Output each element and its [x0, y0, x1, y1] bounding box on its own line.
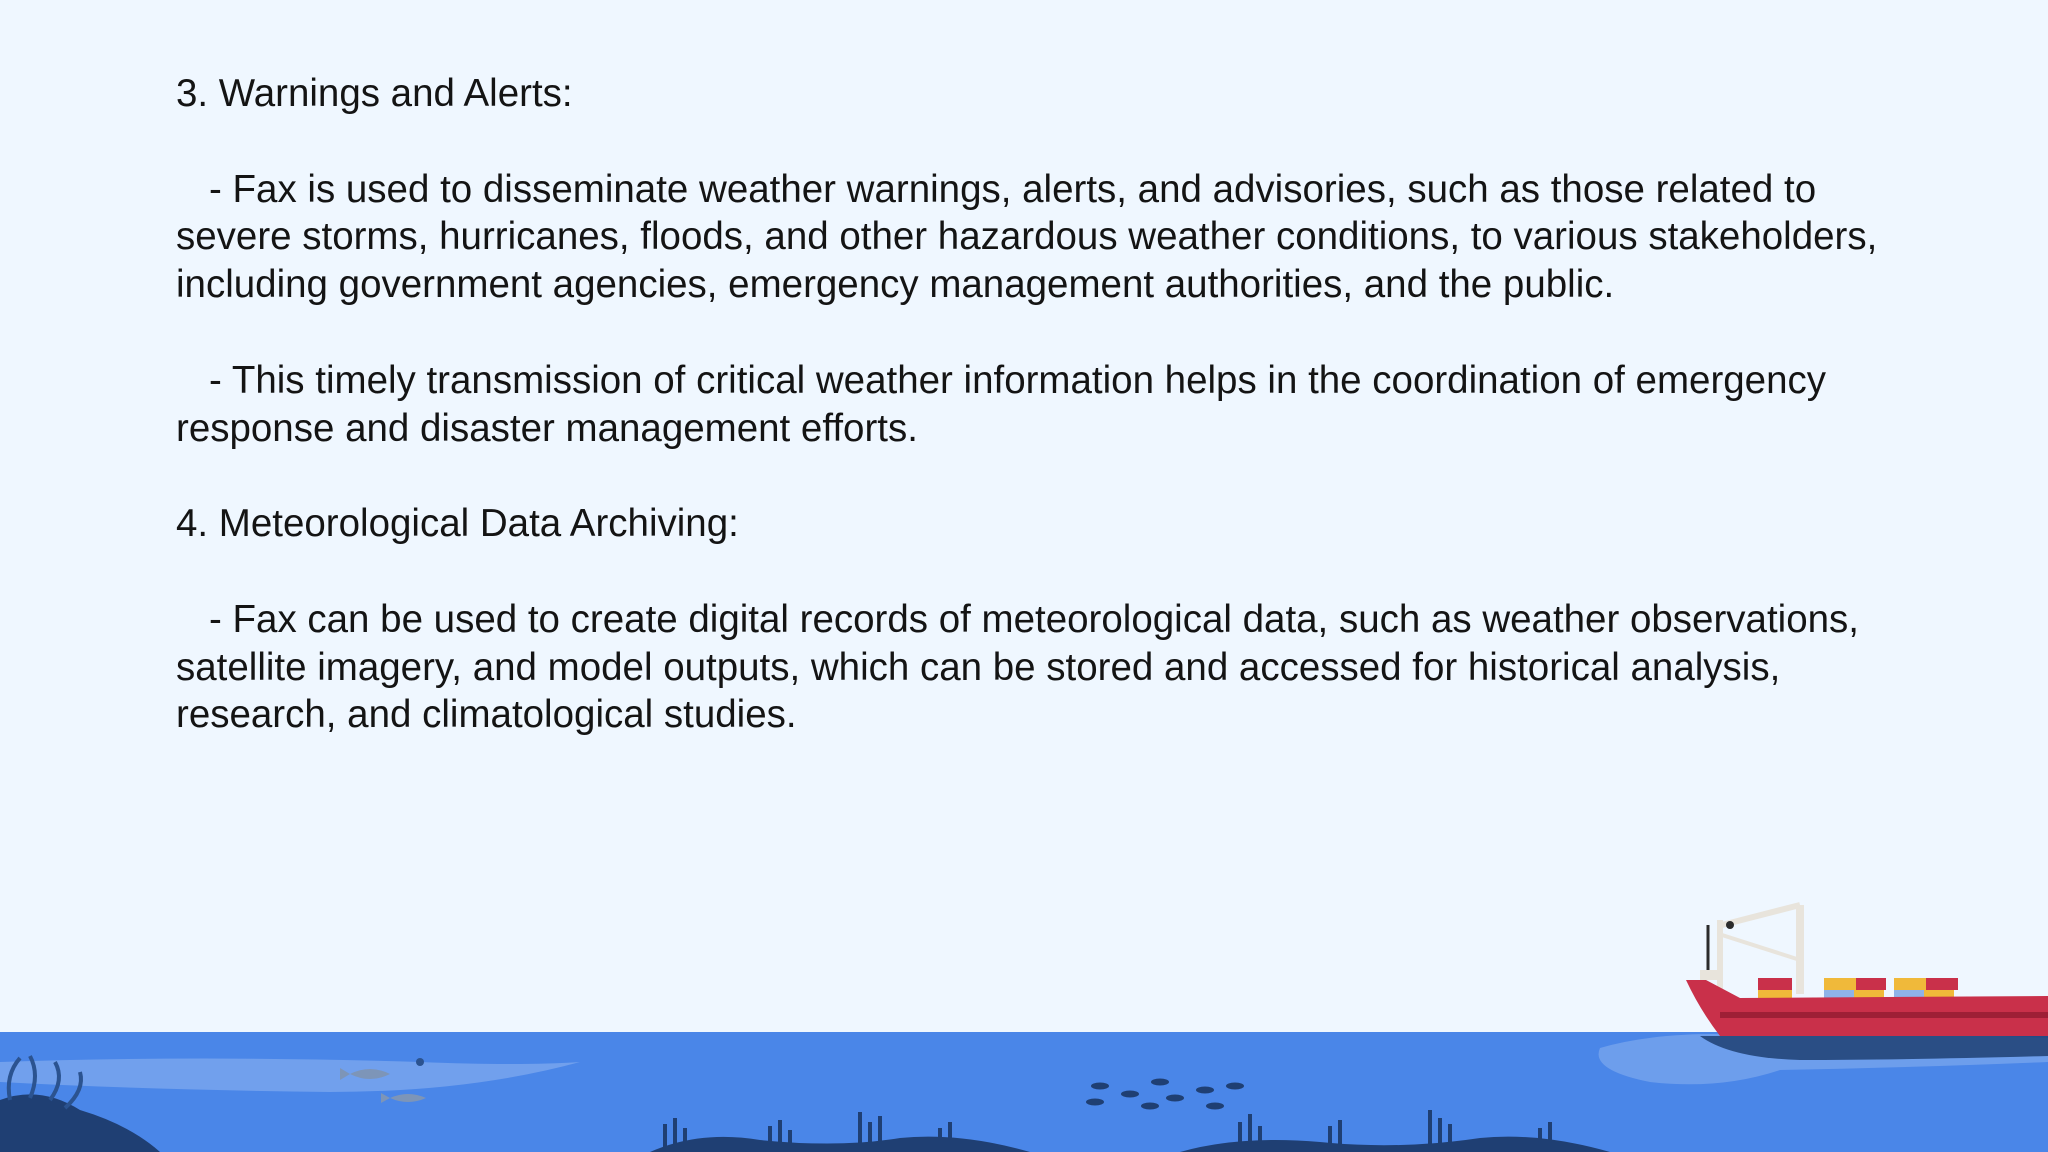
bullet-fax-disseminate: - Fax is used to disseminate weather warnings, alerts, and advisories, such as those related to severe storms, hurricanes, floods, and other hazardous weather conditions, to various stakeholders, including government agencies, emergency management authorities, and the public.: [176, 167, 1878, 307]
cargo-ship: [1686, 905, 2048, 1036]
section-heading-warnings: 3. Warnings and Alerts:: [176, 72, 573, 115]
bullet-digital-records: - Fax can be used to create digital records of meteorological data, such as weather observations, satellite imagery, and model outputs, which can be stored and accessed for historical analysis, research, and climatological studies.: [176, 597, 1859, 737]
bullet-timely-transmission: - This timely transmission of critical weather information helps in the coordination of emergency response and disaster management efforts.: [176, 358, 1826, 450]
section-heading-archiving: 4. Meteorological Data Archiving:: [176, 502, 739, 546]
